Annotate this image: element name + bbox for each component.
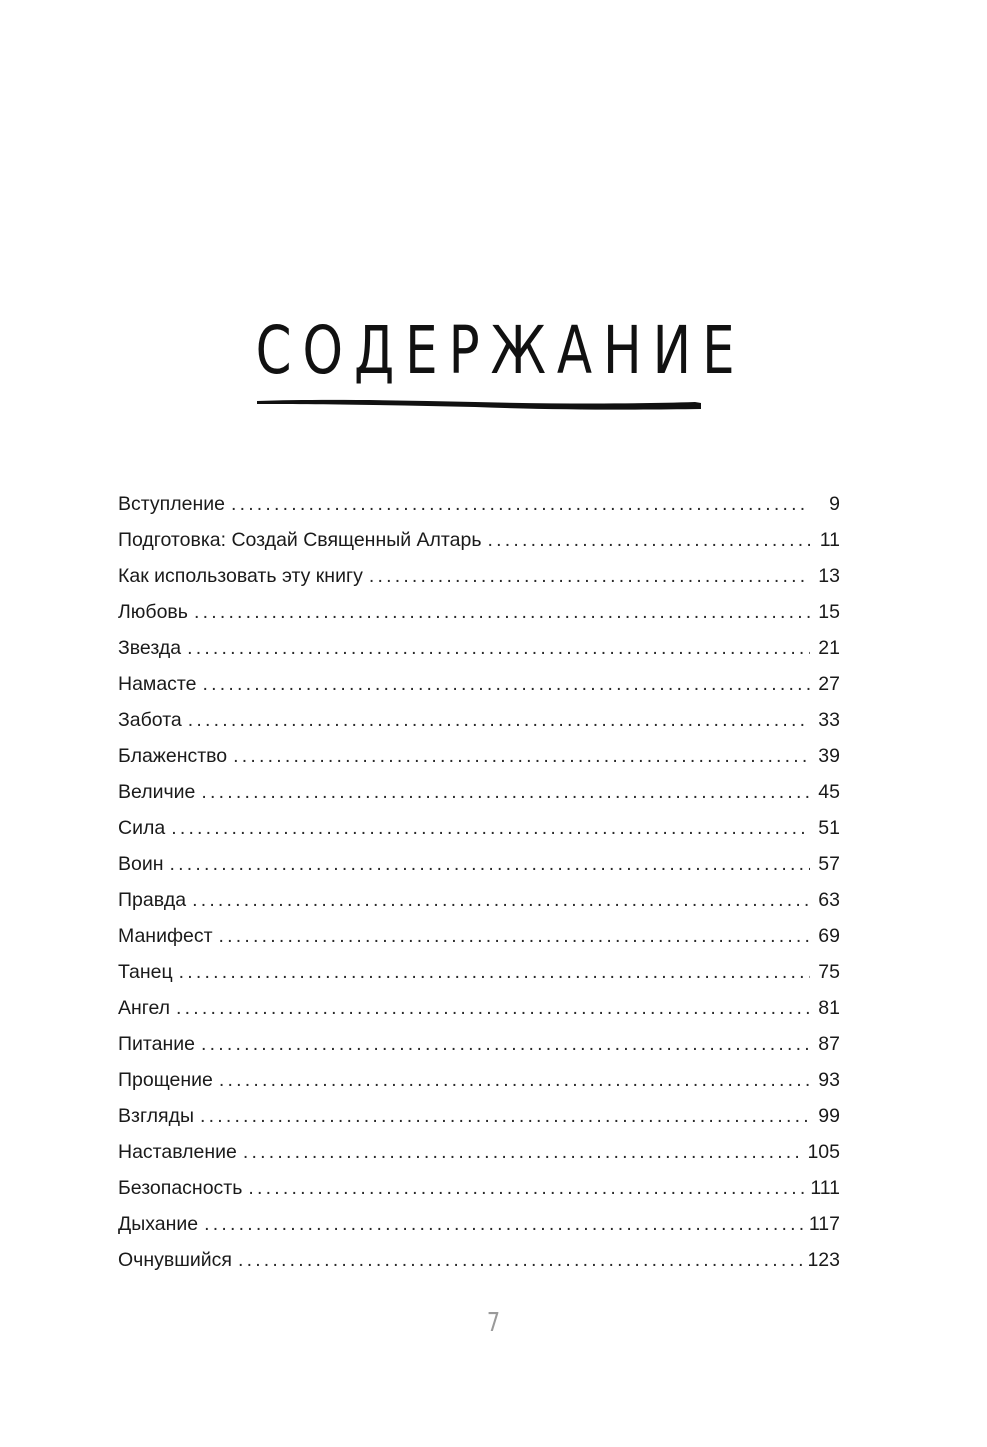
toc-entry-page: 45	[818, 781, 840, 803]
toc-entry-title: Как использовать эту книгу	[118, 565, 363, 587]
toc-entry-title: Вступление	[118, 493, 225, 515]
toc-entry[interactable]	[118, 1062, 840, 1098]
toc-entry[interactable]	[118, 774, 840, 810]
toc-entry-title: Танец	[118, 961, 173, 983]
toc-dot-leader	[179, 954, 810, 990]
toc-entry-page: 111	[810, 1177, 840, 1199]
toc-entry[interactable]	[118, 1242, 840, 1278]
toc-dot-leader	[233, 738, 810, 774]
toc-dot-leader	[487, 522, 810, 558]
toc-entry-title: Забота	[118, 709, 182, 731]
toc-dot-leader	[192, 882, 810, 918]
toc-entry-title: Очнувшийся	[118, 1249, 232, 1271]
toc-entry[interactable]	[118, 918, 840, 954]
toc-entry[interactable]	[118, 522, 840, 558]
toc-entry[interactable]	[118, 666, 840, 702]
toc-entry-title: Подготовка: Создай Священный Алтарь	[118, 529, 482, 551]
toc-entry-page: 105	[807, 1141, 840, 1163]
toc-dot-leader	[243, 1134, 804, 1170]
toc-entry[interactable]	[118, 1206, 840, 1242]
toc-entry[interactable]	[118, 954, 840, 990]
toc-entry-title: Любовь	[118, 601, 188, 623]
toc-entry-page: 99	[818, 1105, 840, 1127]
toc-entry[interactable]	[118, 558, 840, 594]
toc-dot-leader	[231, 486, 810, 522]
page-number: 7	[486, 1308, 501, 1338]
toc-dot-leader	[219, 918, 810, 954]
toc-entry-title: Воин	[118, 853, 164, 875]
toc-entry-page: 75	[818, 961, 840, 983]
title-underline	[255, 394, 703, 412]
table-of-contents	[118, 486, 840, 1278]
toc-entry-title: Блаженство	[118, 745, 228, 767]
toc-dot-leader	[203, 666, 811, 702]
toc-dot-leader	[201, 774, 810, 810]
toc-entry[interactable]	[118, 630, 840, 666]
toc-entry[interactable]	[118, 702, 840, 738]
toc-dot-leader	[219, 1062, 810, 1098]
toc-dot-leader	[369, 558, 810, 594]
toc-dot-leader	[238, 1242, 804, 1278]
toc-dot-leader	[170, 846, 810, 882]
toc-entry[interactable]	[118, 990, 840, 1026]
toc-entry-page: 63	[818, 889, 840, 911]
toc-entry-title: Наставление	[118, 1141, 237, 1163]
toc-entry-title: Манифест	[118, 925, 213, 947]
toc-entry-page: 9	[829, 493, 840, 515]
toc-dot-leader	[248, 1170, 806, 1206]
toc-entry[interactable]	[118, 486, 840, 522]
toc-dot-leader	[187, 630, 810, 666]
toc-entry[interactable]	[118, 882, 840, 918]
toc-entry-page: 81	[818, 997, 840, 1019]
toc-entry[interactable]	[118, 1026, 840, 1062]
toc-entry[interactable]	[118, 594, 840, 630]
toc-dot-leader	[188, 702, 810, 738]
toc-entry-page: 123	[807, 1249, 840, 1271]
toc-entry-page: 93	[818, 1069, 840, 1091]
toc-entry-page: 15	[818, 601, 840, 623]
toc-entry-page: 13	[818, 565, 840, 587]
toc-entry-page: 51	[818, 817, 840, 839]
toc-entry-page: 69	[818, 925, 840, 947]
toc-entry-title: Безопасность	[118, 1177, 243, 1199]
toc-entry-page: 27	[818, 673, 840, 695]
toc-entry-page: 39	[818, 745, 840, 767]
toc-entry-title: Прощение	[118, 1069, 213, 1091]
toc-entry[interactable]	[118, 846, 840, 882]
toc-entry-title: Взгляды	[118, 1105, 194, 1127]
toc-entry-title: Величие	[118, 781, 196, 803]
toc-entry[interactable]	[118, 1134, 840, 1170]
toc-entry[interactable]	[118, 1098, 840, 1134]
toc-entry-title: Правда	[118, 889, 187, 911]
toc-entry-title: Звезда	[118, 637, 182, 659]
toc-entry[interactable]	[118, 810, 840, 846]
toc-entry-title: Ангел	[118, 997, 171, 1019]
toc-dot-leader	[200, 1098, 810, 1134]
toc-entry-page: 11	[819, 529, 840, 551]
toc-dot-leader	[171, 810, 810, 846]
toc-entry-page: 33	[818, 709, 840, 731]
toc-entry[interactable]	[118, 738, 840, 774]
toc-entry-title: Питание	[118, 1033, 195, 1055]
page-title: СОДЕРЖАНИЕ	[255, 312, 746, 389]
toc-entry-page: 57	[818, 853, 840, 875]
toc-entry-page: 21	[818, 637, 840, 659]
toc-entry[interactable]	[118, 1170, 840, 1206]
toc-dot-leader	[194, 594, 810, 630]
toc-dot-leader	[204, 1206, 805, 1242]
toc-dot-leader	[176, 990, 810, 1026]
toc-entry-title: Дыхание	[118, 1213, 199, 1235]
toc-dot-leader	[201, 1026, 810, 1062]
toc-entry-title: Сила	[118, 817, 166, 839]
toc-entry-page: 117	[808, 1213, 840, 1235]
toc-entry-page: 87	[818, 1033, 840, 1055]
toc-entry-title: Намасте	[118, 673, 197, 695]
